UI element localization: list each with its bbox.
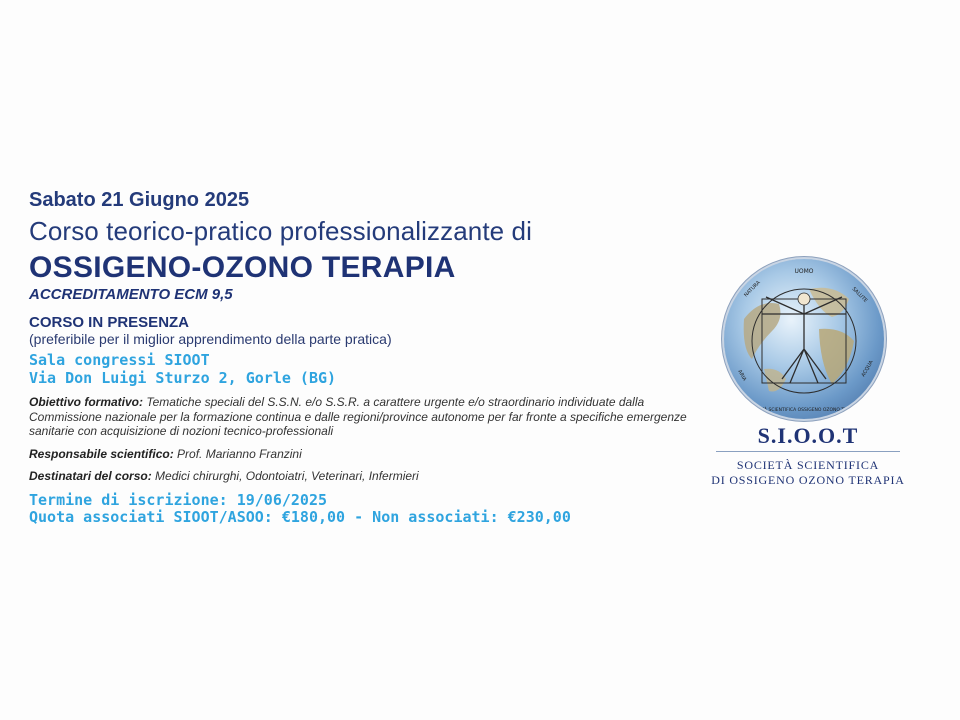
objective [29, 395, 689, 439]
registration-fees: Quota associati SIOOT/ASOO: €180,00 - Non associati: €230,00 [29, 507, 571, 526]
ring-label-right: SALUTE [850, 286, 869, 304]
scientific-lead-value: Prof. Marianno Franzini [177, 446, 302, 461]
course-title: OSSIGENO-OZONO TERAPIA [29, 251, 456, 284]
audience-value: Medici chirurghi, Odontoiatri, Veterinari, Infermieri [155, 469, 419, 483]
scientific-lead [29, 447, 689, 462]
sioot-logo [708, 255, 908, 495]
figure-head [798, 293, 810, 305]
audience [29, 469, 689, 484]
objective-label: Obiettivo formativo: [29, 395, 144, 409]
ring-label-left: NATURA [743, 279, 762, 299]
logo-name-line2: DI OSSIGENO OZONO TERAPIA [711, 473, 905, 487]
event-date: Sabato 21 Giugno 2025 [29, 189, 250, 211]
audience-label: Destinatari del corso: [29, 469, 152, 483]
objective-text: Tematiche speciali del S.S.N. e/o S.S.R. a carattere urgente e/o straordinario individuate dalla Commissione nazionale per la formazione continua e dalle regioni/province autonome per far fronte a specifiche emergenze sanitarie con acquisizione di nozioni tecnico-professionali [29, 395, 687, 438]
vitruvian-globe-emblem [724, 259, 884, 419]
course-mode-note: (preferibile per il miglior apprendimento della parte pratica) [29, 331, 392, 347]
registration-deadline: Termine di iscrizione: 19/06/2025 [29, 490, 328, 509]
ring-label-lower-left: ARIA [736, 369, 748, 383]
ring-label-lower-right: ACQUA [860, 359, 875, 378]
ring-label-top: UOMO [794, 268, 814, 275]
logo-name-line1: SOCIETÀ SCIENTIFICA [736, 458, 880, 472]
logo-siglum: S.I.O.O.T [757, 423, 859, 448]
course-info [29, 186, 689, 526]
logo-divider [716, 451, 900, 452]
course-mode: CORSO IN PRESENZA [29, 314, 190, 331]
ring-label-bottom: SOCIETÀ SCIENTIFICA OSSIGENO OZONO TERAPIA [747, 408, 861, 413]
accreditation: ACCREDITAMENTO ECM 9,5 [29, 286, 233, 303]
venue-name: Sala congressi SIOOT [29, 351, 210, 369]
venue-address: Via Don Luigi Sturzo 2, Gorle (BG) [29, 369, 337, 387]
scientific-lead-label: Responsabile scientifico: [29, 446, 174, 461]
globe-artwork [724, 259, 884, 419]
course-type: Corso teorico-pratico professionalizzante di [29, 216, 532, 246]
